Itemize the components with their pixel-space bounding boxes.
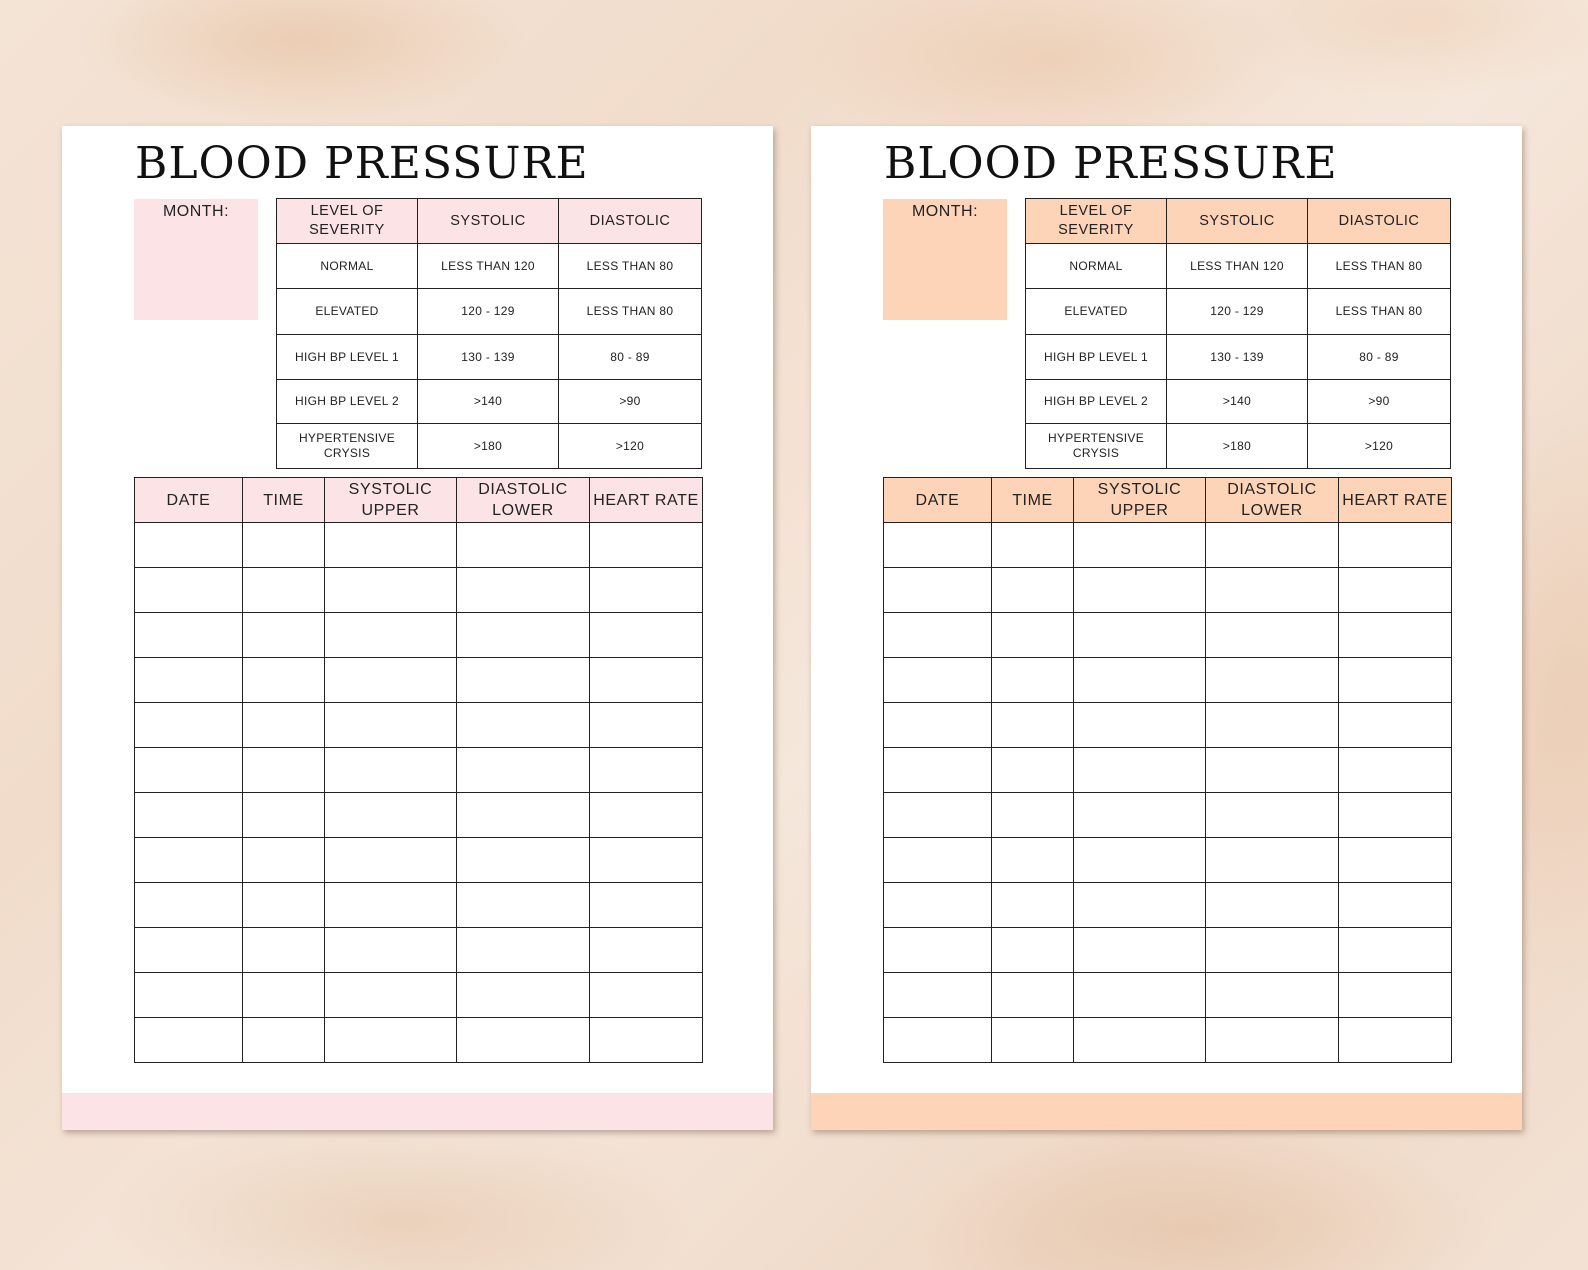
header-heart-rate: HEART RATE [590, 478, 703, 523]
header-time: TIME [992, 478, 1074, 523]
table-row [884, 703, 1452, 748]
log-entry-cell[interactable] [1339, 568, 1452, 613]
log-entry-cell[interactable] [992, 613, 1074, 658]
log-entry-cell[interactable] [590, 658, 703, 703]
log-entry-cell[interactable] [1206, 748, 1339, 793]
log-entry-cell[interactable] [243, 613, 325, 658]
table-row [884, 838, 1452, 883]
severity-cell: HIGH BP LEVEL 2 [1026, 380, 1167, 424]
log-entry-cell[interactable] [884, 928, 992, 973]
severity-cell: NORMAL [277, 244, 418, 289]
systolic-cell: 130 - 139 [418, 335, 559, 380]
log-entry-cell[interactable] [590, 523, 703, 568]
diastolic-cell: 80 - 89 [559, 335, 702, 380]
log-entry-cell[interactable] [1339, 838, 1452, 883]
planner-sheet-peach [811, 126, 1522, 1130]
table-row [884, 928, 1452, 973]
log-entry-cell[interactable] [992, 838, 1074, 883]
log-entry-cell[interactable] [1074, 568, 1206, 613]
table-row [884, 523, 1452, 568]
log-entry-cell[interactable] [884, 703, 992, 748]
log-entry-cell[interactable] [135, 748, 243, 793]
log-entry-cell[interactable] [1339, 523, 1452, 568]
page-title: BLOOD PRESSURE [884, 138, 1338, 189]
log-entry-cell[interactable] [1074, 883, 1206, 928]
log-entry-cell[interactable] [325, 883, 457, 928]
log-entry-cell[interactable] [135, 613, 243, 658]
log-entry-cell[interactable] [135, 928, 243, 973]
table-row [135, 838, 703, 883]
log-entry-cell[interactable] [590, 613, 703, 658]
log-entry-cell[interactable] [590, 973, 703, 1018]
systolic-cell: LESS THAN 120 [418, 244, 559, 289]
severity-cell: NORMAL [1026, 244, 1167, 289]
systolic-cell: 120 - 129 [418, 289, 559, 335]
diastolic-cell: >120 [1308, 424, 1451, 469]
header-heart-rate: HEART RATE [1339, 478, 1452, 523]
log-entry-cell[interactable] [590, 703, 703, 748]
header-diastolic-lower: DIASTOLIC LOWER [1206, 478, 1339, 523]
log-entry-cell[interactable] [1206, 838, 1339, 883]
log-entry-cell[interactable] [1206, 523, 1339, 568]
log-entry-cell[interactable] [457, 703, 590, 748]
log-entry-cell[interactable] [457, 973, 590, 1018]
log-entry-cell[interactable] [1206, 568, 1339, 613]
table-row [135, 613, 703, 658]
log-entry-cell[interactable] [1339, 883, 1452, 928]
diastolic-cell: >90 [559, 380, 702, 424]
table-row [135, 658, 703, 703]
log-entry-cell[interactable] [1206, 973, 1339, 1018]
log-entry-cell[interactable] [135, 793, 243, 838]
severity-reference-table [1025, 198, 1451, 469]
log-entry-cell[interactable] [590, 568, 703, 613]
severity-cell: HYPERTENSIVE CRYSIS [1026, 424, 1167, 469]
log-entry-cell[interactable] [884, 658, 992, 703]
table-row [135, 748, 703, 793]
log-entry-cell[interactable] [1339, 703, 1452, 748]
log-entry-cell[interactable] [1074, 748, 1206, 793]
log-entry-cell[interactable] [1206, 658, 1339, 703]
log-entry-cell[interactable] [992, 523, 1074, 568]
log-entry-cell[interactable] [457, 523, 590, 568]
log-entry-cell[interactable] [457, 883, 590, 928]
month-box [883, 199, 1007, 320]
severity-cell: HIGH BP LEVEL 1 [277, 335, 418, 380]
header-diastolic-lower: DIASTOLIC LOWER [457, 478, 590, 523]
footer-color-band [62, 1093, 773, 1130]
log-entry-cell[interactable] [884, 838, 992, 883]
log-entry-cell[interactable] [992, 928, 1074, 973]
table-row [884, 568, 1452, 613]
log-entry-cell[interactable] [135, 973, 243, 1018]
log-entry-cell[interactable] [884, 523, 992, 568]
log-entry-cell[interactable] [457, 658, 590, 703]
log-entry-cell[interactable] [1074, 613, 1206, 658]
log-entry-cell[interactable] [992, 973, 1074, 1018]
log-entry-cell[interactable] [1339, 973, 1452, 1018]
log-entry-cell[interactable] [590, 1018, 703, 1063]
log-entry-cell[interactable] [135, 1018, 243, 1063]
table-row [884, 973, 1452, 1018]
log-entry-cell[interactable] [135, 883, 243, 928]
table-row [135, 703, 703, 748]
log-entry-cell[interactable] [243, 523, 325, 568]
log-entry-cell[interactable] [1206, 883, 1339, 928]
table-row [884, 613, 1452, 658]
log-entry-cell[interactable] [1206, 793, 1339, 838]
footer-color-band [811, 1093, 1522, 1130]
systolic-cell: >140 [1167, 380, 1308, 424]
log-entry-cell[interactable] [243, 793, 325, 838]
systolic-cell: >180 [1167, 424, 1308, 469]
diastolic-cell: 80 - 89 [1308, 335, 1451, 380]
log-entry-cell[interactable] [243, 928, 325, 973]
page-title: BLOOD PRESSURE [135, 138, 589, 189]
log-entry-cell[interactable] [1074, 973, 1206, 1018]
log-entry-cell[interactable] [1206, 928, 1339, 973]
log-entry-cell[interactable] [590, 838, 703, 883]
table-row [135, 883, 703, 928]
log-entry-cell[interactable] [135, 568, 243, 613]
table-row [884, 1018, 1452, 1063]
header-systolic: SYSTOLIC [418, 199, 559, 244]
table-row [884, 793, 1452, 838]
log-entry-cell[interactable] [992, 1018, 1074, 1063]
log-entry-cell[interactable] [992, 703, 1074, 748]
systolic-cell: >180 [418, 424, 559, 469]
log-entry-cell[interactable] [325, 658, 457, 703]
severity-cell: HYPERTENSIVE CRYSIS [277, 424, 418, 469]
log-entry-cell[interactable] [135, 703, 243, 748]
log-entry-cell[interactable] [590, 748, 703, 793]
header-systolic-upper: SYSTOLIC UPPER [1074, 478, 1206, 523]
log-entry-cell[interactable] [1339, 1018, 1452, 1063]
month-label: MONTH: [162, 203, 230, 220]
log-entry-cell[interactable] [884, 568, 992, 613]
log-entry-cell[interactable] [992, 568, 1074, 613]
severity-cell: ELEVATED [277, 289, 418, 335]
header-date: DATE [884, 478, 992, 523]
log-entry-cell[interactable] [884, 748, 992, 793]
log-entry-cell[interactable] [325, 568, 457, 613]
planner-sheet-pink [62, 126, 773, 1130]
log-entry-cell[interactable] [325, 703, 457, 748]
table-row [135, 1018, 703, 1063]
log-entry-cell[interactable] [992, 793, 1074, 838]
log-entry-cell[interactable] [325, 928, 457, 973]
log-entry-cell[interactable] [243, 838, 325, 883]
table-row [135, 793, 703, 838]
log-entry-cell[interactable] [457, 1018, 590, 1063]
log-entry-cell[interactable] [590, 928, 703, 973]
diastolic-cell: LESS THAN 80 [559, 244, 702, 289]
diastolic-cell: LESS THAN 80 [1308, 244, 1451, 289]
log-entry-cell[interactable] [1339, 793, 1452, 838]
log-entry-cell[interactable] [884, 973, 992, 1018]
log-entry-cell[interactable] [1074, 703, 1206, 748]
log-entry-cell[interactable] [243, 658, 325, 703]
table-row [135, 973, 703, 1018]
log-entry-cell[interactable] [590, 793, 703, 838]
log-entry-cell[interactable] [884, 793, 992, 838]
log-entry-cell[interactable] [1074, 523, 1206, 568]
log-entry-cell[interactable] [243, 568, 325, 613]
header-time: TIME [243, 478, 325, 523]
log-entry-cell[interactable] [1074, 838, 1206, 883]
month-box [134, 199, 258, 320]
log-entry-cell[interactable] [457, 613, 590, 658]
log-entry-cell[interactable] [457, 838, 590, 883]
log-entry-cell[interactable] [243, 1018, 325, 1063]
log-entry-cell[interactable] [1339, 928, 1452, 973]
log-entry-cell[interactable] [243, 883, 325, 928]
header-level-of-severity: LEVEL OF SEVERITY [277, 199, 418, 244]
log-entry-cell[interactable] [325, 523, 457, 568]
severity-reference-table [276, 198, 702, 469]
reading-log-table [883, 477, 1452, 1063]
table-row [884, 658, 1452, 703]
log-entry-cell[interactable] [590, 883, 703, 928]
log-entry-cell[interactable] [1074, 928, 1206, 973]
log-entry-cell[interactable] [457, 793, 590, 838]
header-level-of-severity: LEVEL OF SEVERITY [1026, 199, 1167, 244]
log-entry-cell[interactable] [1339, 748, 1452, 793]
header-date: DATE [135, 478, 243, 523]
header-diastolic: DIASTOLIC [1308, 199, 1451, 244]
log-entry-cell[interactable] [884, 883, 992, 928]
log-entry-cell[interactable] [457, 748, 590, 793]
log-entry-cell[interactable] [325, 748, 457, 793]
table-row [135, 568, 703, 613]
log-entry-cell[interactable] [457, 928, 590, 973]
systolic-cell: >140 [418, 380, 559, 424]
systolic-cell: LESS THAN 120 [1167, 244, 1308, 289]
table-row [135, 523, 703, 568]
log-entry-cell[interactable] [992, 883, 1074, 928]
log-entry-cell[interactable] [992, 748, 1074, 793]
log-entry-cell[interactable] [884, 613, 992, 658]
log-entry-cell[interactable] [1074, 1018, 1206, 1063]
log-entry-cell[interactable] [135, 658, 243, 703]
severity-cell: ELEVATED [1026, 289, 1167, 335]
systolic-cell: 120 - 129 [1167, 289, 1308, 335]
log-entry-cell[interactable] [1074, 793, 1206, 838]
month-label: MONTH: [911, 203, 979, 220]
reading-log-table [134, 477, 703, 1063]
log-entry-cell[interactable] [1339, 613, 1452, 658]
log-entry-cell[interactable] [457, 568, 590, 613]
header-diastolic: DIASTOLIC [559, 199, 702, 244]
diastolic-cell: LESS THAN 80 [559, 289, 702, 335]
header-systolic-upper: SYSTOLIC UPPER [325, 478, 457, 523]
log-entry-cell[interactable] [243, 973, 325, 1018]
log-entry-cell[interactable] [325, 613, 457, 658]
log-entry-cell[interactable] [135, 523, 243, 568]
systolic-cell: 130 - 139 [1167, 335, 1308, 380]
log-entry-cell[interactable] [325, 1018, 457, 1063]
log-entry-cell[interactable] [243, 748, 325, 793]
log-entry-cell[interactable] [1206, 1018, 1339, 1063]
log-entry-cell[interactable] [1074, 658, 1206, 703]
log-entry-cell[interactable] [325, 973, 457, 1018]
table-row [884, 748, 1452, 793]
log-entry-cell[interactable] [325, 793, 457, 838]
log-entry-cell[interactable] [1206, 703, 1339, 748]
table-row [884, 883, 1452, 928]
diastolic-cell: LESS THAN 80 [1308, 289, 1451, 335]
log-entry-cell[interactable] [243, 703, 325, 748]
log-entry-cell[interactable] [992, 658, 1074, 703]
log-entry-cell[interactable] [884, 1018, 992, 1063]
log-entry-cell[interactable] [325, 838, 457, 883]
table-row [135, 928, 703, 973]
log-entry-cell[interactable] [1339, 658, 1452, 703]
severity-cell: HIGH BP LEVEL 1 [1026, 335, 1167, 380]
log-entry-cell[interactable] [1206, 613, 1339, 658]
severity-cell: HIGH BP LEVEL 2 [277, 380, 418, 424]
log-entry-cell[interactable] [135, 838, 243, 883]
header-systolic: SYSTOLIC [1167, 199, 1308, 244]
diastolic-cell: >120 [559, 424, 702, 469]
diastolic-cell: >90 [1308, 380, 1451, 424]
